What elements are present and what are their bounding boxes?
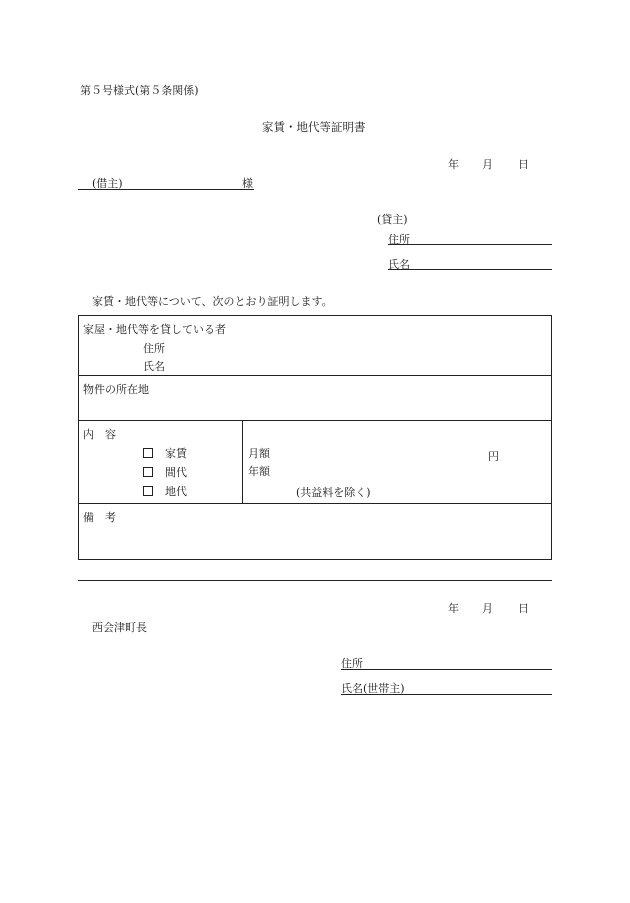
addressee-underline bbox=[78, 189, 254, 190]
certifier-date-year: 年 bbox=[448, 602, 459, 615]
remarks-label: 備 考 bbox=[83, 511, 116, 524]
honorific: 様 bbox=[242, 177, 253, 190]
monthly-label: 月額 bbox=[248, 447, 270, 460]
date-day: 日 bbox=[518, 158, 529, 171]
certifier-address-label: 住所 bbox=[341, 657, 363, 670]
document-title: 家賃・地代等証明書 bbox=[262, 120, 366, 134]
property-location-label: 物件の所在地 bbox=[83, 383, 149, 396]
landlord-name-field[interactable] bbox=[388, 269, 552, 270]
borrower-label: (借主) bbox=[92, 177, 123, 190]
option-room[interactable] bbox=[143, 464, 187, 480]
option-rent[interactable] bbox=[143, 445, 187, 461]
contents-label: 内 容 bbox=[83, 428, 116, 441]
option-room-label: 間代 bbox=[165, 466, 187, 479]
row-divider-1 bbox=[78, 375, 552, 376]
yearly-label: 年額 bbox=[248, 465, 270, 478]
landlord-address-field[interactable] bbox=[388, 244, 552, 245]
certifier-date-day: 日 bbox=[518, 602, 529, 615]
row-divider-2 bbox=[78, 420, 552, 421]
yen-unit: 円 bbox=[488, 450, 499, 463]
landlord-address-label: 住所 bbox=[388, 233, 410, 246]
row-divider-3 bbox=[78, 503, 552, 504]
lessor-heading: 家屋・地代等を貸している者 bbox=[83, 323, 226, 336]
exclusion-note: (共益料を除く) bbox=[296, 486, 371, 499]
certifier-address-field[interactable] bbox=[341, 669, 552, 670]
column-divider bbox=[242, 420, 243, 503]
certifier-date-month: 月 bbox=[482, 602, 493, 615]
certifier-name-field[interactable] bbox=[341, 694, 552, 695]
certifier-name-label: 氏名(世帯主) bbox=[341, 682, 405, 695]
mayor-title: 西会津町長 bbox=[92, 621, 147, 634]
checkbox-room[interactable] bbox=[143, 467, 153, 477]
checkbox-rent[interactable] bbox=[143, 448, 153, 458]
section-separator bbox=[78, 580, 552, 581]
statement-text: 家賃・地代等について、次のとおり証明します。 bbox=[92, 295, 333, 308]
option-land-label: 地代 bbox=[165, 485, 187, 498]
date-month: 月 bbox=[482, 158, 493, 171]
lessor-name-label: 氏名 bbox=[143, 360, 165, 373]
date-year: 年 bbox=[448, 158, 459, 171]
option-rent-label: 家賃 bbox=[165, 447, 187, 460]
form-number: 第５号様式(第５条関係) bbox=[80, 84, 199, 97]
landlord-name-label: 氏名 bbox=[388, 258, 410, 271]
landlord-label: (貸主) bbox=[377, 213, 408, 226]
checkbox-land[interactable] bbox=[143, 486, 153, 496]
lessor-address-label: 住所 bbox=[143, 342, 165, 355]
option-land[interactable] bbox=[143, 483, 187, 499]
